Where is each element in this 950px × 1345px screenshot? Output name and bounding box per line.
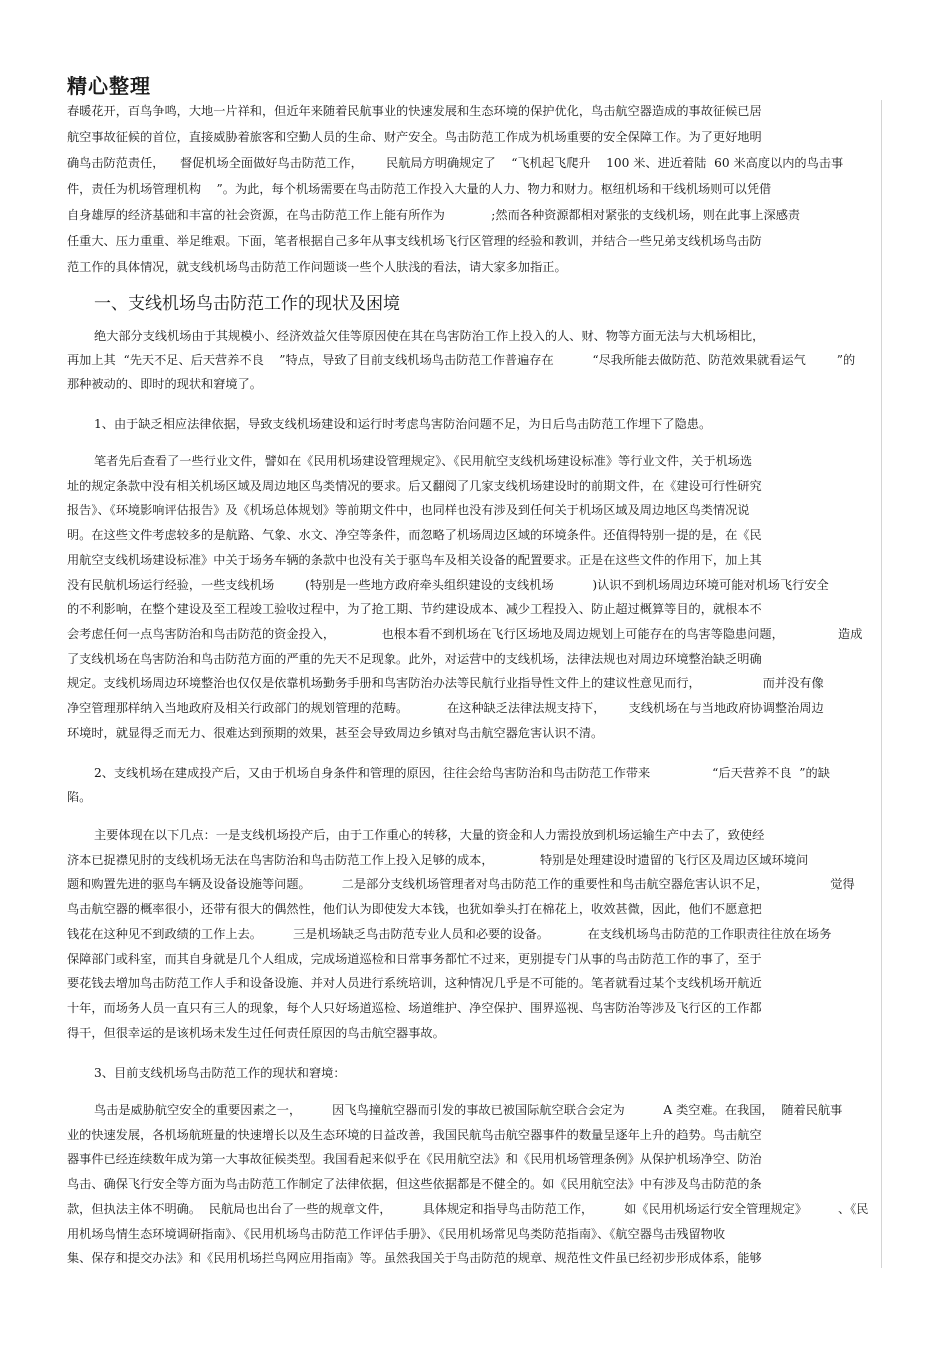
list-item-heading: 2、支线机场在建成投产后，又由于机场自身条件和管理的原因，往往会给鸟害防治和鸟击防范工作带来 “后天营养不良 ”的缺 <box>94 766 830 780</box>
paragraph-line: 址的规定条款中没有相关机场区域及周边地区鸟类情况的要求。后又翻阅了几家支线机场建设时的前期文件，在《建设可行性研究 <box>67 478 762 493</box>
paragraph-line: 没有民航机场运行经验，一些支线机场 (特别是一些地方政府牵头组织建设的支线机场 )认识不到机场周边环境可能对机场飞行安全 <box>67 577 829 592</box>
intro-line: 春暖花开，百鸟争鸣，大地一片祥和，但近年来随着民航事业的快速发展和生态环境的保护优化，鸟击航空器造成的事故征候已居 <box>67 104 762 118</box>
intro-line: 件，责任为机场管理机构 ”。为此，每个机场需要在鸟击防范工作投入大量的人力、物力和财力。枢纽机场和干线机场则可以凭借 <box>67 182 772 196</box>
right-margin-rule <box>881 100 882 1268</box>
paragraph-line: 笔者先后查看了一些行业文件，譬如在《民用机场建设管理规定》、《民用航空支线机场建设标准》等行业文件，关于机场选 <box>94 454 753 468</box>
paragraph-line: 鸟击是威胁航空安全的重要因素之一， 因飞鸟撞航空器而引发的事故已被国际航空联合会定为 A 类空难。在我国， 随着民航事 <box>94 1103 843 1117</box>
intro-line: 任重大、压力重重、举足维艰。下面，笔者根据自己多年从事支线机场飞行区管理的经验和教训，并结合一些兄弟支线机场鸟击防 <box>67 234 762 248</box>
paragraph-line: 了支线机场在鸟害防治和鸟击防范方面的严重的先天不足现象。此外，对运营中的支线机场，法律法规也对周边环境整治缺乏明确 <box>67 651 762 666</box>
paragraph-line: 钱花在这种见不到政绩的工作上去。 三是机场缺乏鸟击防范专业人员和必要的设备。 在支线机场鸟击防范的工作职责往往放在场务 <box>67 926 832 941</box>
document-header: 精心整理 <box>67 74 151 98</box>
paragraph-line: 保障部门或科室，而其自身就是几个人组成，完成场道巡检和日常事务都忙不过来，更别提专门从事的鸟击防范工作的事了，至于 <box>67 951 762 966</box>
paragraph-line: 器事件已经连续数年成为第一大事故征候类型。我国看起来似乎在《民用航空法》和《民用机场管理条例》从保护机场净空、防治 <box>67 1152 762 1167</box>
paragraph-line: 用航空支线机场建设标准》中关于场务车辆的条款中也没有关于驱鸟车及相关设备的配置要求。正是在这些文件的作用下，加上其 <box>67 552 762 567</box>
paragraph-line: 集、保存和提交办法》和《民用机场拦鸟网应用指南》等。虽然我国关于鸟击防范的规章、规范性文件虽已经初步形成体系，能够 <box>67 1251 762 1266</box>
paragraph-line: 再加上其 “先天不足、后天营养不良 ”特点，导致了目前支线机场鸟击防范工作普遍存在 “尽我所能去做防范、防范效果就看运气 ”的 <box>67 353 856 367</box>
intro-line: 确鸟击防范责任， 督促机场全面做好鸟击防范工作， 民航局方明确规定了 “飞机起飞爬升 100 米、进近着陆 60 米高度以内的鸟击事 <box>67 156 844 170</box>
intro-line: 航空事故征候的首位，直接威胁着旅客和空勤人员的生命、财产安全。鸟击防范工作成为机场重要的安全保障工作。为了更好地明 <box>67 130 762 144</box>
paragraph-line: 题和购置先进的驱鸟车辆及设备设施等问题。 二是部分支线机场管理者对鸟击防范工作的重要性和鸟击航空器危害认识不足， 觉得 <box>67 877 855 892</box>
paragraph-line: 规定。支线机场周边环境整治也仅仅是依靠机场勤务手册和鸟害防治办法等民航行业指导性文件上的建议性意见而行， 而并没有像 <box>67 676 824 691</box>
paragraph-line: 用机场鸟情生态环境调研指南》、《民用机场鸟击防范工作评估手册》、《民用机场常见鸟类防范指南》、《航空器鸟击残留物收 <box>67 1226 726 1241</box>
paragraph-line: 要花钱去增加鸟击防范工作人手和设备设施、并对人员进行系统培训，这种情况几乎是不可能的。笔者就看过某个支线机场开航近 <box>67 976 762 991</box>
paragraph-line: 鸟击、确保飞行安全等方面为鸟击防范工作制定了法律依据，但这些依据都是不健全的。如《民用航空法》中有涉及鸟击防范的条 <box>67 1177 762 1192</box>
paragraph-line: 明。在这些文件考虑较多的是航路、气象、水文、净空等条件，而忽略了机场周边区域的环境条件。还值得特别一提的是，在《民 <box>67 528 762 543</box>
section-title: 一、支线机场鸟击防范工作的现状及困境 <box>94 294 400 314</box>
paragraph-line: 十年，而场务人员一直只有三人的现象，每个人只好场道巡检、场道维护、净空保护、围界巡视、鸟害防治等涉及飞行区的工作都 <box>67 1000 762 1015</box>
paragraph-line: 鸟击航空器的概率很小，还带有很大的偶然性，他们认为即使发大本钱，也犹如拳头打在棉花上，收效甚微，因此，他们不愿意把 <box>67 902 762 917</box>
paragraph-line: 绝大部分支线机场由于其规模小、经济效益欠佳等原因使在其在鸟害防治工作上投入的人、财、物等方面无法与大机场相比， <box>94 329 765 343</box>
list-item-heading: 3、目前支线机场鸟击防范工作的现状和窘境： <box>94 1066 346 1080</box>
paragraph-line: 会考虑任何一点鸟害防治和鸟击防范的资金投入， 也根本看不到机场在飞行区场地及周边规划上可能存在的鸟害等隐患问题， 造成 <box>67 626 863 641</box>
paragraph-line: 主要体现在以下几点：一是支线机场投产后，由于工作重心的转移，大量的资金和人力需投放到机场运输生产中去了，致使经 <box>94 828 765 842</box>
paragraph-line: 济本已捉襟见肘的支线机场无法在鸟害防治和鸟击防范工作上投入足够的成本， 特别是处理建设时遗留的飞行区及周边区域环境问 <box>67 852 809 867</box>
paragraph-line: 报告》、《环境影响评估报告》及《机场总体规划》等前期文件中，也同样也没有涉及到任何关于机场区域及周边地区鸟类情况说 <box>67 503 750 518</box>
paragraph-line: 环境时，就显得乏而无力、很难达到预期的效果，甚至会导致周边乡镇对鸟击航空器危害认识不清。 <box>67 725 604 740</box>
intro-line: 范工作的具体情况，就支线机场鸟击防范工作问题谈一些个人肤浅的看法，请大家多加指正。 <box>67 260 567 274</box>
paragraph-line: 那种被动的、即时的现状和窘境了。 <box>67 377 262 391</box>
list-item-heading: 1、由于缺乏相应法律依据，导致支线机场建设和运行时考虑鸟害防治问题不足，为日后鸟击防范工作埋下了隐患。 <box>94 417 712 431</box>
paragraph-line: 净空管理那样纳入当地政府及相关行政部门的规划管理的范畴。 在这种缺乏法律法规支持下， 支线机场在与当地政府协调整治周边 <box>67 701 824 715</box>
paragraph-line: 款，但执法主体不明确。 民航局也出台了一些的规章文件， 具体规定和指导鸟击防范工作， 如《民用机场运行安全管理规定》 、《民 <box>67 1201 869 1216</box>
paragraph-line: 的不利影响，在整个建设及至工程竣工验收过程中，为了抢工期、节约建设成本、减少工程投入、防止超过概算等目的，就根本不 <box>67 602 762 617</box>
list-item-heading: 陷。 <box>67 790 92 804</box>
intro-line: 自身雄厚的经济基础和丰富的社会资源，在鸟击防范工作上能有所作为 ;然而各种资源都相对紧张的支线机场，则在此事上深感责 <box>67 208 801 222</box>
paragraph-line: 业的快速发展，各机场航班量的快速增长以及生态环境的日益改善，我国民航鸟击航空器事件的数量呈逐年上升的趋势。鸟击航空 <box>67 1127 762 1142</box>
paragraph-line: 得干，但很幸运的是该机场未发生过任何责任原因的鸟击航空器事故。 <box>67 1025 445 1040</box>
